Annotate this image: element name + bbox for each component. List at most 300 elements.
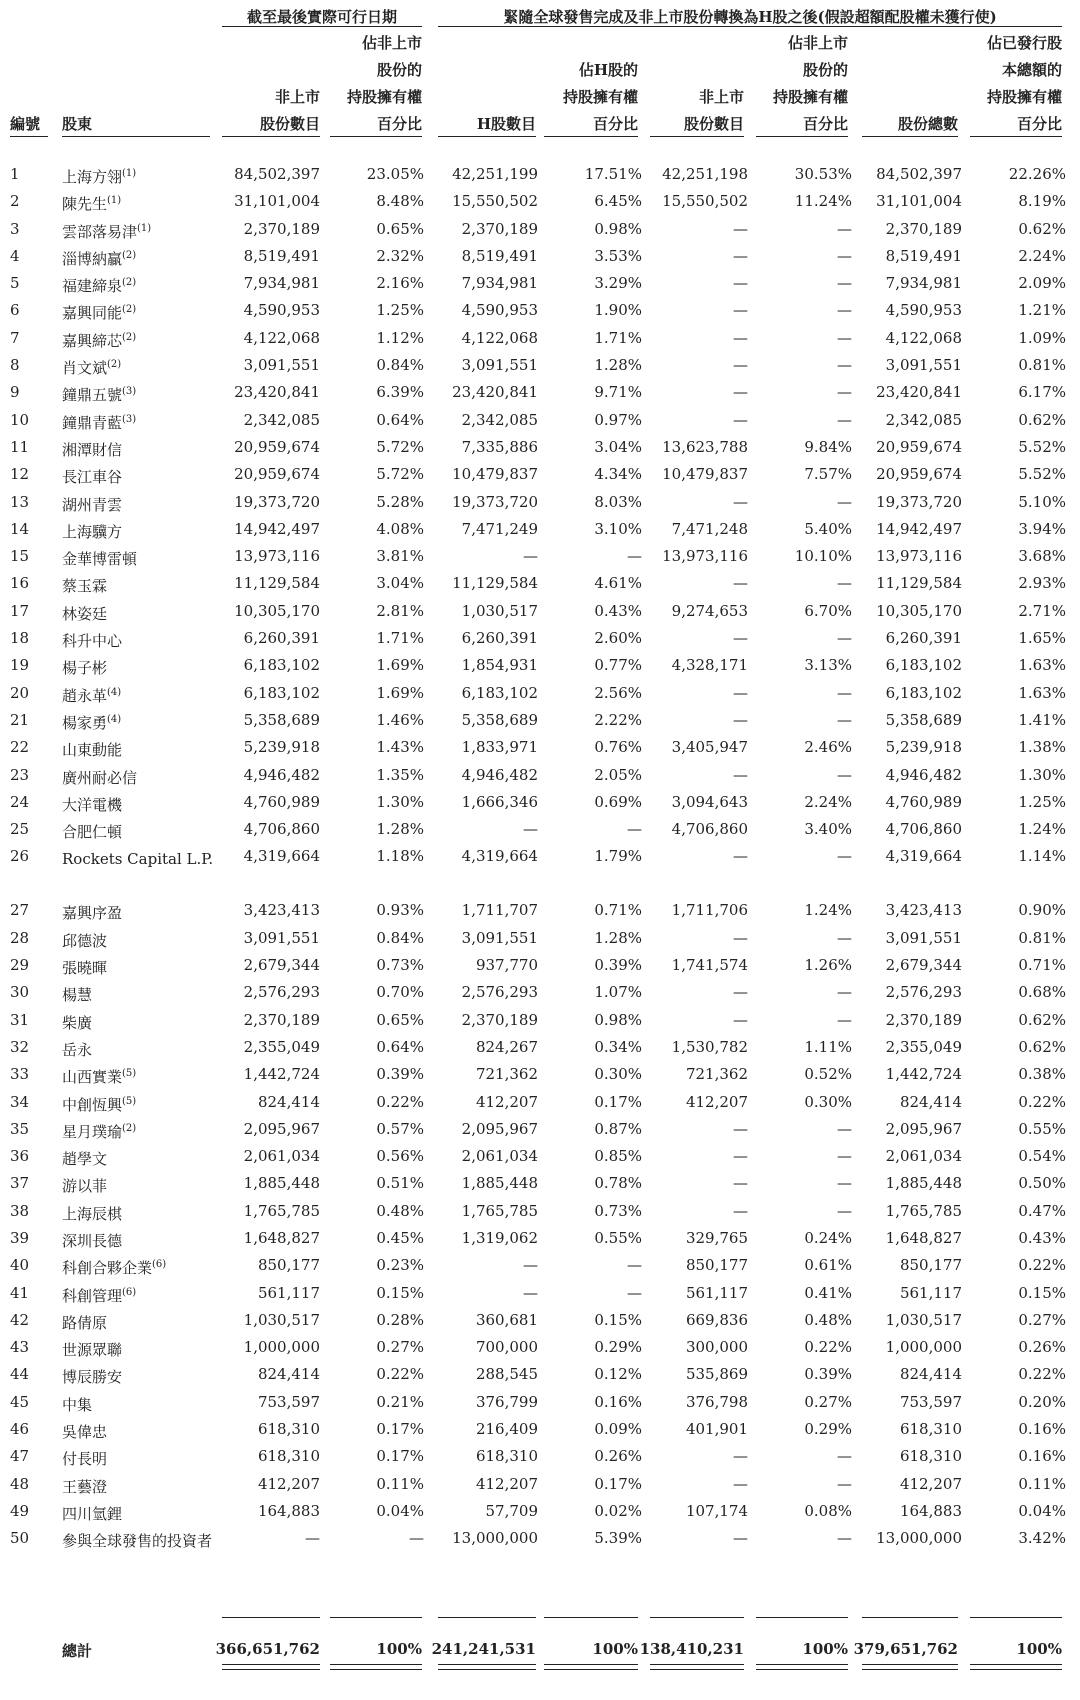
cell-c7: 31,101,004	[876, 192, 962, 211]
cell-c4: 0.17%	[594, 1092, 642, 1111]
col-header-total-pct: 佔已發行股 本總額的 持股擁有權 百分比	[986, 34, 1062, 133]
cell-c8: 5.52%	[1018, 465, 1066, 484]
cell-c7: 20,959,674	[876, 437, 962, 456]
header-rule-c1	[222, 136, 320, 137]
table-row	[0, 846, 1066, 900]
cell-c3: 1,854,931	[461, 656, 538, 675]
cell-c6: —	[837, 1119, 852, 1138]
col-header-holder: 股東	[62, 115, 93, 133]
row-number: 28	[10, 928, 30, 947]
cell-c6: —	[837, 683, 852, 702]
cell-c1: 164,883	[257, 1501, 320, 1520]
cell-c1: 11,129,584	[234, 574, 320, 593]
row-number: 8	[10, 356, 20, 375]
cell-c6: —	[837, 983, 852, 1002]
table-row	[0, 328, 1066, 355]
cell-c3: 8,519,491	[461, 246, 538, 265]
cell-c4: 0.78%	[594, 1174, 642, 1193]
cell-c3: 412,207	[475, 1092, 538, 1111]
cell-c8: 1.63%	[1018, 656, 1066, 675]
cell-c1: 20,959,674	[234, 437, 320, 456]
row-number: 2	[10, 192, 20, 211]
cell-c5: 13,623,788	[662, 437, 748, 456]
cell-c3: 4,319,664	[461, 847, 538, 866]
holder-name: 邱德波	[62, 931, 108, 950]
table-row	[0, 1474, 1066, 1501]
col-header-total-shares: 股份總數	[897, 115, 958, 133]
cell-c4: 0.02%	[594, 1501, 642, 1520]
cell-c8: 0.81%	[1018, 928, 1066, 947]
cell-c5: —	[733, 328, 748, 347]
cell-c7: 2,576,293	[885, 983, 962, 1002]
group-header-post-offering: 緊隨全球發售完成及非上市股份轉換為H股之後(假設超額配股權未獲行使)	[503, 8, 997, 26]
cell-c6: —	[837, 1447, 852, 1466]
footnote-ref: (5)	[122, 1068, 137, 1080]
cell-c5: —	[733, 301, 748, 320]
cell-c3: 3,091,551	[461, 928, 538, 947]
table-row	[0, 1201, 1066, 1228]
cell-c1: 1,000,000	[243, 1338, 320, 1357]
cell-c2: 1.35%	[376, 765, 424, 784]
cell-c4: 0.39%	[594, 956, 642, 975]
cell-c2: 0.17%	[376, 1447, 424, 1466]
footnote-ref: (5)	[122, 1095, 137, 1107]
cell-c7: 850,177	[899, 1256, 962, 1275]
holder-name: 博辰勝安	[62, 1368, 123, 1387]
cell-c7: 5,358,689	[885, 710, 962, 729]
cell-c3: 937,770	[475, 956, 538, 975]
cell-c7: 3,091,551	[885, 356, 962, 375]
cell-c1: 2,370,189	[243, 219, 320, 238]
table-row	[0, 382, 1066, 409]
cell-c2: 0.48%	[376, 1201, 424, 1220]
holder-name: 鐘鼎青藍$^{(3)}$	[62, 413, 137, 432]
cell-c1: 23,420,841	[234, 383, 320, 402]
cell-c8: 1.41%	[1018, 710, 1066, 729]
cell-c5: 7,471,248	[671, 519, 748, 538]
cell-c7: 6,183,102	[885, 656, 962, 675]
holder-name: 科創管理$^{(6)}$	[62, 1286, 137, 1305]
cell-c5: 561,117	[685, 1283, 748, 1302]
cell-c7: 2,061,034	[885, 1147, 962, 1166]
cell-c1: 618,310	[257, 1420, 320, 1439]
holder-name: 岳永	[62, 1040, 93, 1059]
cell-c8: 1.24%	[1018, 820, 1066, 839]
cell-c4: —	[627, 547, 642, 566]
cell-c3: 2,342,085	[461, 410, 538, 429]
table-row	[0, 601, 1066, 628]
cell-c2: 0.65%	[376, 1010, 424, 1029]
holder-name: 參與全球發售的投資者	[62, 1532, 213, 1551]
cell-c2: 5.72%	[376, 465, 424, 484]
table-row	[0, 1446, 1066, 1473]
row-number: 42	[10, 1310, 30, 1329]
table-row	[0, 1310, 1066, 1337]
cell-c7: 561,117	[899, 1283, 962, 1302]
cell-c4: 1.79%	[594, 847, 642, 866]
cell-c3: 721,362	[475, 1065, 538, 1084]
cell-c6: —	[837, 356, 852, 375]
cell-c1: 561,117	[257, 1283, 320, 1302]
cell-c8: 0.62%	[1018, 219, 1066, 238]
cell-c8: 0.22%	[1018, 1256, 1066, 1275]
cell-c1: 1,765,785	[243, 1201, 320, 1220]
cell-c4: 0.98%	[594, 1010, 642, 1029]
total-double-rule-c4	[544, 1664, 638, 1670]
row-number: 29	[10, 956, 30, 975]
row-number: 3	[10, 219, 20, 238]
cell-c6: —	[837, 410, 852, 429]
cell-c3: 6,183,102	[461, 683, 538, 702]
row-number: 14	[10, 519, 30, 538]
holder-name: 山西實業$^{(5)}$	[62, 1068, 137, 1087]
table-row	[0, 246, 1066, 273]
cell-c7: 2,355,049	[885, 1037, 962, 1056]
table-row	[0, 219, 1066, 246]
cell-c2: 1.69%	[376, 683, 424, 702]
table-row	[0, 1392, 1066, 1419]
cell-c5: —	[733, 383, 748, 402]
cell-c5: —	[733, 356, 748, 375]
subtotal-rule-c6	[756, 1617, 848, 1618]
cell-c4: 0.71%	[594, 901, 642, 920]
table-row	[0, 655, 1066, 682]
footnote-ref: (3)	[122, 413, 137, 425]
table-row	[0, 1037, 1066, 1064]
cell-c8: 0.71%	[1018, 956, 1066, 975]
cell-c1: 824,414	[257, 1365, 320, 1384]
cell-c6: —	[837, 847, 852, 866]
cell-c5: 42,251,198	[662, 165, 748, 183]
total-double-rule-c6	[756, 1664, 848, 1670]
cell-c1: 8,519,491	[243, 246, 320, 265]
cell-c1: 2,342,085	[243, 410, 320, 429]
cell-c1: 7,934,981	[243, 274, 320, 293]
footnote-ref: (2)	[122, 249, 137, 261]
cell-c8: 0.90%	[1018, 901, 1066, 920]
cell-c8: 1.09%	[1018, 328, 1066, 347]
table-row	[0, 928, 1066, 955]
row-number: 22	[10, 738, 30, 757]
footnote-ref: (3)	[122, 386, 137, 398]
row-number: 35	[10, 1119, 30, 1138]
cell-c7: 10,305,170	[876, 601, 962, 620]
row-number: 12	[10, 465, 30, 484]
cell-c2: 1.71%	[376, 629, 424, 648]
subtotal-rule-c5	[650, 1617, 744, 1618]
total-label: 總計	[62, 1642, 93, 1660]
cell-c3: 1,885,448	[461, 1174, 538, 1193]
cell-c7: 13,000,000	[876, 1529, 962, 1548]
cell-c2: 6.39%	[376, 383, 424, 402]
cell-c7: 618,310	[899, 1420, 962, 1439]
row-number: 13	[10, 492, 30, 511]
cell-c8: 0.11%	[1018, 1474, 1066, 1493]
cell-c1: 5,239,918	[243, 738, 320, 757]
holder-name: 楊子彬	[62, 659, 108, 678]
table-row	[0, 519, 1066, 546]
cell-c2: 2.32%	[376, 246, 424, 265]
cell-c3: 2,370,189	[461, 1010, 538, 1029]
subtotal-rule-c4	[544, 1617, 638, 1618]
cell-c5: 3,405,947	[671, 738, 748, 757]
cell-c6: 3.40%	[804, 820, 852, 839]
cell-c7: 11,129,584	[876, 574, 962, 593]
footnote-ref: (2)	[122, 304, 137, 316]
holder-name: 科創合夥企業$^{(6)}$	[62, 1259, 167, 1278]
cell-c8: 2.71%	[1018, 601, 1066, 620]
group-header-latest-date: 截至最後實際可行日期	[246, 8, 397, 26]
cell-c3: 1,833,971	[461, 738, 538, 757]
cell-c4: 4.61%	[594, 574, 642, 593]
col-header-unlisted-count: 非上市 股份數目	[259, 88, 320, 133]
cell-c3: 2,576,293	[461, 983, 538, 1002]
cell-c7: 1,648,827	[885, 1228, 962, 1247]
cell-c6: 0.61%	[804, 1256, 852, 1275]
row-number: 17	[10, 601, 30, 620]
row-number: 23	[10, 765, 30, 784]
cell-c1: 824,414	[257, 1092, 320, 1111]
cell-c5: 329,765	[685, 1228, 748, 1247]
cell-c6: —	[837, 246, 852, 265]
table-row	[0, 737, 1066, 764]
cell-c1: 2,679,344	[243, 956, 320, 975]
row-number: 4	[10, 246, 20, 265]
cell-c6: —	[837, 710, 852, 729]
cell-c2: 3.81%	[376, 547, 424, 566]
cell-c4: 0.09%	[594, 1420, 642, 1439]
cell-c2: 1.43%	[376, 738, 424, 757]
cell-c7: 2,370,189	[885, 219, 962, 238]
cell-c7: 23,420,841	[876, 383, 962, 402]
cell-c2: 0.22%	[376, 1365, 424, 1384]
cell-c2: 1.28%	[376, 820, 424, 839]
cell-c3: 1,030,517	[461, 601, 538, 620]
cell-c4: 0.29%	[594, 1338, 642, 1357]
cell-c6: —	[837, 629, 852, 648]
row-number: 15	[10, 547, 30, 566]
cell-c1: 2,576,293	[243, 983, 320, 1002]
cell-c6: —	[837, 219, 852, 238]
holder-name: 湖州青雲	[62, 495, 123, 514]
footnote-ref: (2)	[122, 1122, 137, 1134]
cell-c6: —	[837, 1147, 852, 1166]
cell-c5: —	[733, 983, 748, 1002]
cell-c8: 22.26%	[1008, 165, 1066, 183]
cell-c5: —	[733, 1174, 748, 1193]
row-number: 26	[10, 847, 30, 866]
cell-c2: 0.17%	[376, 1420, 424, 1439]
cell-c3: 23,420,841	[452, 383, 538, 402]
cell-c1: 13,973,116	[234, 547, 320, 566]
row-number: 32	[10, 1037, 30, 1056]
table-row	[0, 765, 1066, 792]
cell-c5: —	[733, 683, 748, 702]
cell-c8: 0.47%	[1018, 1201, 1066, 1220]
cell-c7: 14,942,497	[876, 519, 962, 538]
cell-c8: 2.24%	[1018, 246, 1066, 265]
holder-name: 金華博雷頓	[62, 550, 138, 569]
footnote-ref: (4)	[107, 686, 122, 698]
cell-c2: 1.18%	[376, 847, 424, 866]
footnote-ref: (2)	[107, 359, 122, 371]
cell-c5: —	[733, 492, 748, 511]
cell-c7: 1,000,000	[885, 1338, 962, 1357]
total-value-c4: 100%	[592, 1640, 638, 1658]
cell-c6: 3.13%	[804, 656, 852, 675]
table-row	[0, 1092, 1066, 1119]
cell-c6: 9.84%	[804, 437, 852, 456]
cell-c7: 84,502,397	[876, 165, 962, 183]
holder-name: 上海方翎$^{(1)}$	[62, 168, 137, 186]
cell-c7: 753,597	[899, 1392, 962, 1411]
cell-c3: 7,471,249	[461, 519, 538, 538]
subtotal-rule-c1	[222, 1617, 320, 1618]
holder-name: 長江車谷	[62, 468, 123, 487]
cell-c4: 0.26%	[594, 1447, 642, 1466]
row-number: 43	[10, 1338, 30, 1357]
cell-c3: 13,000,000	[452, 1529, 538, 1548]
cell-c8: 0.43%	[1018, 1228, 1066, 1247]
cell-c2: 3.04%	[376, 574, 424, 593]
cell-c7: 5,239,918	[885, 738, 962, 757]
cell-c8: 0.62%	[1018, 1037, 1066, 1056]
total-value-c5: 138,410,231	[639, 1640, 744, 1658]
cell-c7: 20,959,674	[876, 465, 962, 484]
holder-name: 四川氫鋰	[62, 1504, 123, 1523]
cell-c7: 4,590,953	[885, 301, 962, 320]
cell-c5: —	[733, 847, 748, 866]
cell-c4: 0.87%	[594, 1119, 642, 1138]
cell-c4: 2.22%	[594, 710, 642, 729]
table-row	[0, 955, 1066, 982]
cell-c6: —	[837, 492, 852, 511]
cell-c6: 0.52%	[804, 1065, 852, 1084]
cell-c8: 0.26%	[1018, 1338, 1066, 1357]
cell-c3: —	[523, 820, 538, 839]
cell-c5: 1,711,706	[671, 901, 748, 920]
cell-c4: 9.71%	[594, 383, 642, 402]
cell-c1: 20,959,674	[234, 465, 320, 484]
cell-c5: —	[733, 574, 748, 593]
cell-c2: 0.28%	[376, 1310, 424, 1329]
row-number: 20	[10, 683, 30, 702]
table-row	[0, 300, 1066, 327]
col-header-h-pct: 佔H股的 持股擁有權 百分比	[562, 61, 638, 133]
cell-c8: 3.94%	[1018, 519, 1066, 538]
holder-name: 星月璞瑜$^{(2)}$	[62, 1122, 137, 1141]
cell-c8: 0.20%	[1018, 1392, 1066, 1411]
cell-c3: 2,061,034	[461, 1147, 538, 1166]
cell-c4: 0.77%	[594, 656, 642, 675]
header-rule-c7	[862, 136, 958, 137]
cell-c8: 0.54%	[1018, 1147, 1066, 1166]
cell-c3: 700,000	[475, 1338, 538, 1357]
cell-c2: 8.48%	[376, 192, 424, 211]
holder-name: 陳先生$^{(1)}$	[62, 195, 122, 214]
holder-name: 上海辰棋	[62, 1204, 123, 1223]
cell-c3: 7,934,981	[461, 274, 538, 293]
cell-c4: 0.17%	[594, 1474, 642, 1493]
row-number: 18	[10, 629, 30, 648]
cell-c8: 6.17%	[1018, 383, 1066, 402]
cell-c5: 15,550,502	[662, 192, 748, 211]
cell-c7: 6,260,391	[885, 629, 962, 648]
table-row	[0, 164, 1066, 191]
row-number: 49	[10, 1501, 30, 1520]
group-header-rule-right	[438, 26, 1062, 27]
row-number: 5	[10, 274, 20, 293]
total-double-rule-c3	[438, 1664, 536, 1670]
cell-c5: —	[733, 1447, 748, 1466]
header-rule-c8	[970, 136, 1062, 137]
cell-c5: —	[733, 246, 748, 265]
table-row	[0, 1364, 1066, 1391]
header-rule-holder	[62, 136, 210, 137]
holder-name: 柴廣	[62, 1013, 93, 1032]
row-number: 44	[10, 1365, 30, 1384]
cell-c5: —	[733, 1474, 748, 1493]
cell-c1: 3,423,413	[243, 901, 320, 920]
cell-c5: —	[733, 765, 748, 784]
cell-c5: 535,869	[685, 1365, 748, 1384]
row-number: 7	[10, 328, 20, 347]
cell-c3: 216,409	[475, 1420, 538, 1439]
table-row	[0, 982, 1066, 1009]
total-double-rule-c7	[862, 1664, 958, 1670]
table-row	[0, 1010, 1066, 1037]
table-row	[0, 410, 1066, 437]
table-row	[0, 273, 1066, 300]
cell-c8: 0.22%	[1018, 1092, 1066, 1111]
table-row	[0, 437, 1066, 464]
cell-c6: 0.39%	[804, 1365, 852, 1384]
cell-c2: 0.45%	[376, 1228, 424, 1247]
cell-c3: 618,310	[475, 1447, 538, 1466]
cell-c1: 84,502,397	[234, 165, 320, 183]
cell-c3: 3,091,551	[461, 356, 538, 375]
cell-c3: 11,129,584	[452, 574, 538, 593]
cell-c8: 1.14%	[1018, 847, 1066, 866]
cell-c3: 5,358,689	[461, 710, 538, 729]
cell-c4: 0.73%	[594, 1201, 642, 1220]
holder-name: 深圳長德	[62, 1231, 123, 1250]
cell-c6: 0.48%	[804, 1310, 852, 1329]
table-row	[0, 1283, 1066, 1310]
footnote-ref: (6)	[152, 1259, 167, 1271]
cell-c5: 4,706,860	[671, 820, 748, 839]
cell-c3: 360,681	[475, 1310, 538, 1329]
cell-c1: 850,177	[257, 1256, 320, 1275]
cell-c2: 0.56%	[376, 1147, 424, 1166]
cell-c5: 721,362	[685, 1065, 748, 1084]
cell-c4: 6.45%	[594, 192, 642, 211]
cell-c7: 824,414	[899, 1365, 962, 1384]
cell-c8: 0.27%	[1018, 1310, 1066, 1329]
holder-name: 鐘鼎五號$^{(3)}$	[62, 386, 137, 405]
table-row	[0, 1228, 1066, 1255]
cell-c5: 107,174	[685, 1501, 748, 1520]
subtotal-rule-c2	[330, 1617, 422, 1618]
cell-c4: 4.34%	[594, 465, 642, 484]
holder-name: 吳偉忠	[62, 1423, 108, 1442]
cell-c2: 2.16%	[376, 274, 424, 293]
col-header-post-unlisted-pct: 佔非上市 股份的 持股擁有權 百分比	[772, 34, 848, 133]
footnote-ref: (1)	[137, 222, 152, 234]
cell-c1: 4,946,482	[243, 765, 320, 784]
cell-c1: 618,310	[257, 1447, 320, 1466]
total-value-c1: 366,651,762	[215, 1640, 320, 1658]
